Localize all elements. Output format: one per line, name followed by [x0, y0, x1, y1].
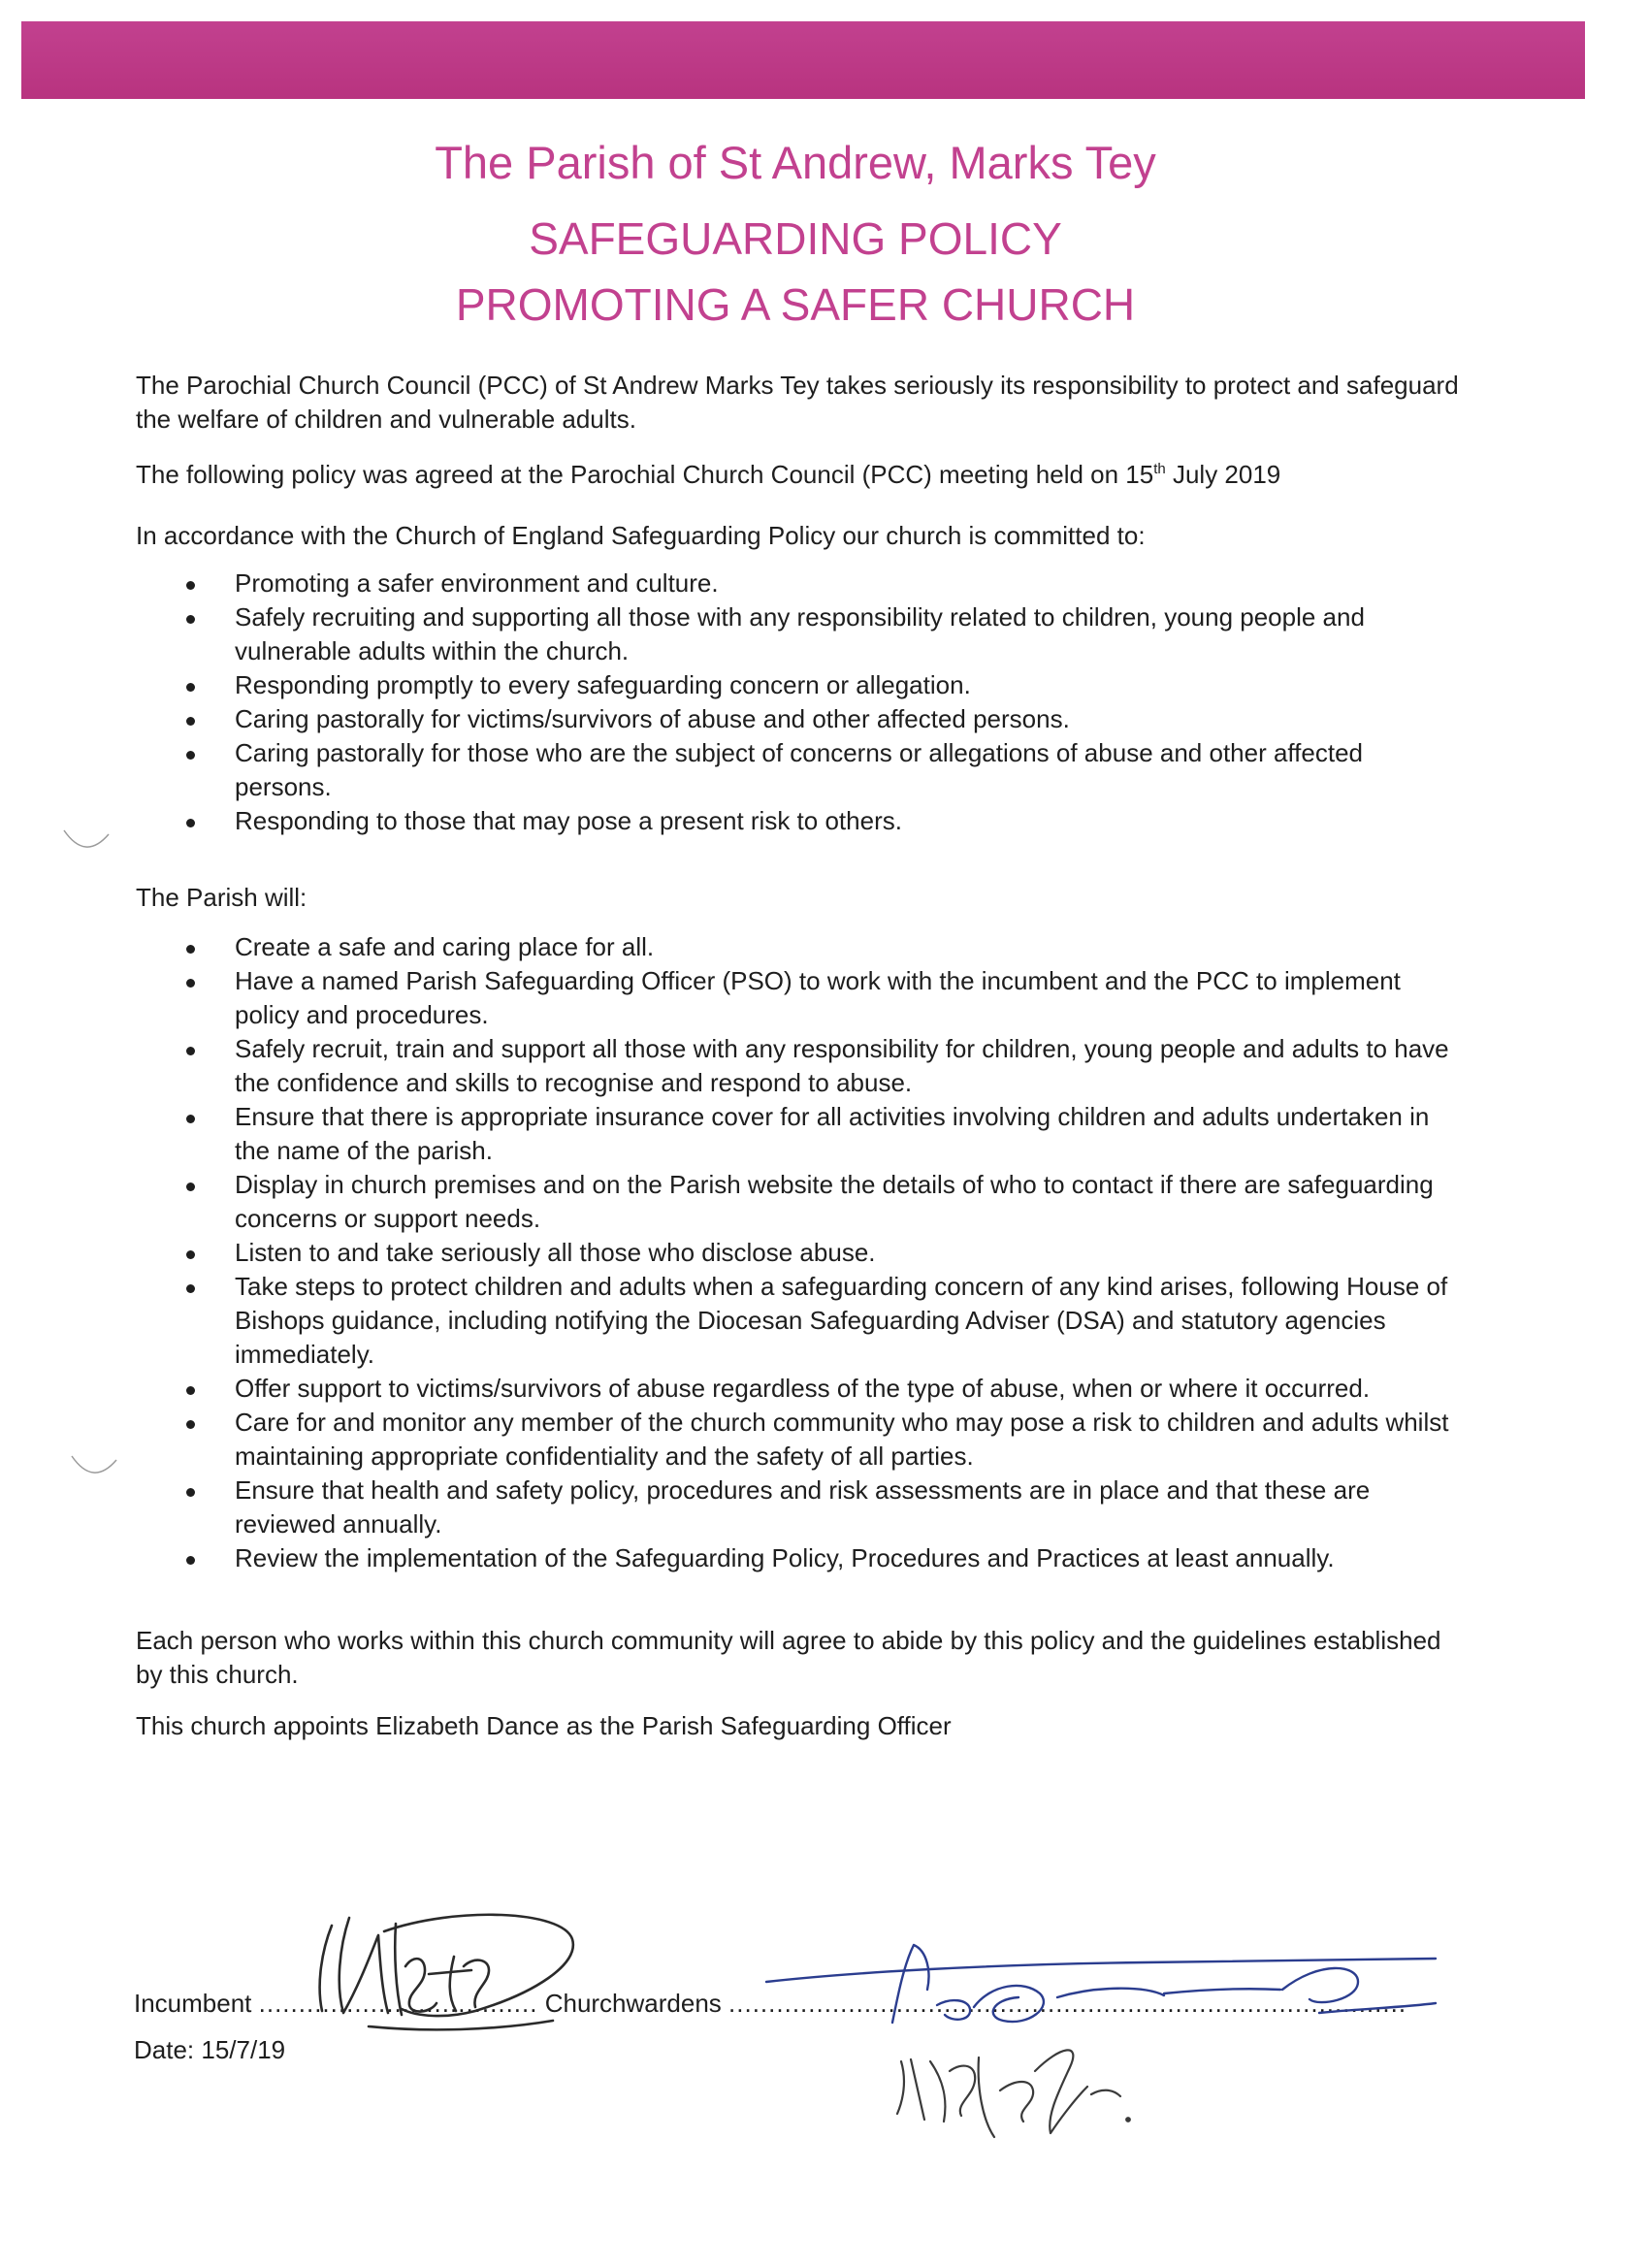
list-item: Responding to those that may pose a present risk to others.	[136, 804, 1465, 838]
list-item: Have a named Parish Safeguarding Officer (PSO) to work with the incumbent and the PCC to implement policy and procedures.	[136, 964, 1465, 1032]
churchwardens-dotted-line: .....................................................................................	[728, 1989, 1407, 2018]
date-value: 15/7/19	[201, 2035, 286, 2064]
churchwarden-signature-2	[888, 2032, 1140, 2149]
header-banner	[21, 21, 1585, 99]
list-item: Safely recruiting and supporting all those with any responsibility related to children, young people and vulnerable adults within the church.	[136, 600, 1465, 668]
document-header	[0, 134, 1591, 338]
list-item: Display in church premises and on the Parish website the details of who to contact if there are safeguarding concerns or support needs.	[136, 1168, 1465, 1236]
agreed-paragraph	[136, 458, 1465, 492]
list-item: Promoting a safer environment and culture.	[136, 567, 1465, 600]
list-item: Create a safe and caring place for all.	[136, 930, 1465, 964]
parish-title: The Parish of St Andrew, Marks Tey	[435, 137, 1156, 188]
agreed-date: July 2019	[1165, 460, 1281, 489]
agreed-text: The following policy was agreed at the Parochial Church Council (PCC) meeting held on 15	[136, 460, 1154, 489]
punch-hole-mark	[66, 1450, 124, 1489]
list-item: Listen to and take seriously all those who disclose abuse.	[136, 1236, 1465, 1270]
churchwardens-label: Churchwardens	[544, 1989, 722, 2018]
list-item: Ensure that there is appropriate insurance cover for all activities involving children and adults undertaken in the name of the parish.	[136, 1100, 1465, 1168]
policy-subtitle: PROMOTING A SAFER CHURCH	[455, 279, 1136, 330]
intro-paragraph: The Parochial Church Council (PCC) of St Andrew Marks Tey takes seriously its responsibility to protect and safeguard the welfare of children and vulnerable adults.	[136, 371, 1459, 434]
list-item: Review the implementation of the Safeguarding Policy, Procedures and Practices at least annually.	[136, 1541, 1465, 1575]
list-item: Responding promptly to every safeguarding concern or allegation.	[136, 668, 1465, 702]
commitment-list	[136, 567, 1465, 838]
incumbent-signature	[301, 1896, 592, 2042]
appointment-paragraph: This church appoints Elizabeth Dance as the Parish Safeguarding Officer	[136, 1711, 952, 1740]
date-ordinal: th	[1153, 461, 1166, 477]
list-item: Caring pastorally for victims/survivors of abuse and other affected persons.	[136, 702, 1465, 736]
list-item: Caring pastorally for those who are the subject of concerns or allegations of abuse and other affected persons.	[136, 736, 1465, 804]
list-item: Safely recruit, train and support all those with any responsibility for children, young people and adults to have the confidence and skills to recognise and respond to abuse.	[136, 1032, 1465, 1100]
incumbent-label: Incumbent	[134, 1989, 252, 2018]
abide-paragraph: Each person who works within this church community will agree to abide by this policy and the guidelines established by this church.	[136, 1626, 1441, 1689]
policy-title: SAFEGUARDING POLICY	[529, 213, 1062, 264]
date-line	[134, 2033, 285, 2066]
list-item: Take steps to protect children and adults when a safeguarding concern of any kind arises, following House of Bishops guidance, including notifying the Diocesan Safeguarding Adviser (DSA) and statutory agencies immediately.	[136, 1270, 1465, 1372]
commitment-intro: In accordance with the Church of England Safeguarding Policy our church is committed to:	[136, 521, 1146, 550]
list-item: Care for and monitor any member of the church community who may pose a risk to children and adults whilst maintaining appropriate confidentiality and the safety of all parties.	[136, 1406, 1465, 1474]
churchwarden-signature	[737, 1926, 1465, 2032]
parish-will-list	[136, 930, 1465, 1575]
list-item: Ensure that health and safety policy, procedures and risk assessments are in place and that these are reviewed annually.	[136, 1474, 1465, 1541]
date-label: Date:	[134, 2035, 195, 2064]
policy-body	[136, 369, 1465, 1743]
incumbent-dotted-line: ...................................	[258, 1989, 538, 2018]
list-item: Offer support to victims/survivors of abuse regardless of the type of abuse, when or where it occurred.	[136, 1372, 1465, 1406]
punch-hole-mark	[58, 825, 116, 863]
parish-will-intro: The Parish will:	[136, 883, 307, 912]
